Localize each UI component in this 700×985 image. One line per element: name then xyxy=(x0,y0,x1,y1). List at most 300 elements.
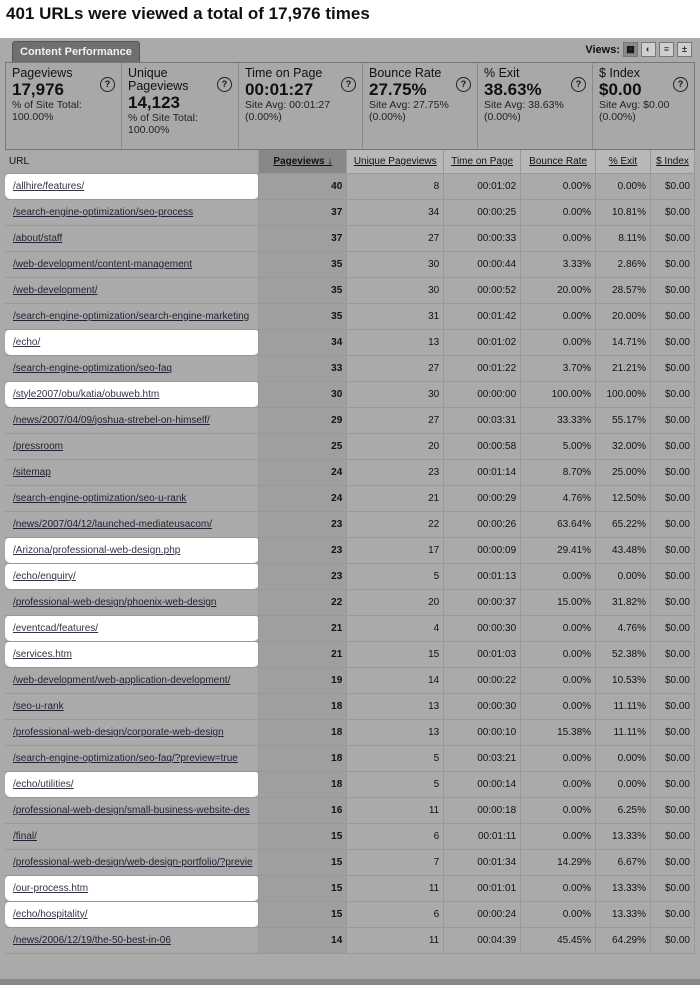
index-cell: $0.00 xyxy=(650,381,694,407)
table-row xyxy=(5,927,695,953)
bounce-rate-cell: 14.29% xyxy=(521,849,596,875)
column-header-pageviews[interactable]: Pageviews ↓ xyxy=(259,150,347,173)
index-cell: $0.00 xyxy=(650,589,694,615)
column-header-exit[interactable]: % Exit xyxy=(596,150,651,173)
bounce-rate-cell: 0.00% xyxy=(521,823,596,849)
table-row xyxy=(5,797,695,823)
index-cell: $0.00 xyxy=(650,771,694,797)
unique-pageviews-cell: 23 xyxy=(347,459,444,485)
url-link[interactable]: /services.htm xyxy=(13,648,72,660)
unique-pageviews-cell: 11 xyxy=(347,797,444,823)
index-cell: $0.00 xyxy=(650,303,694,329)
url-link[interactable]: /professional-web-design/phoenix-web-design xyxy=(13,596,217,608)
table-row xyxy=(5,199,695,225)
pageviews-cell: 37 xyxy=(259,225,347,251)
exit-cell: 13.33% xyxy=(596,823,651,849)
time-on-page-cell: 00:00:10 xyxy=(444,719,521,745)
exit-cell: 8.11% xyxy=(596,225,651,251)
table-row xyxy=(5,693,695,719)
bounce-rate-cell: 0.00% xyxy=(521,199,596,225)
url-cell xyxy=(5,875,259,901)
time-on-page-cell: 00:01:42 xyxy=(444,303,521,329)
url-cell xyxy=(5,849,259,875)
exit-cell: 20.00% xyxy=(596,303,651,329)
time-on-page-cell: 00:00:18 xyxy=(444,797,521,823)
pageviews-cell: 35 xyxy=(259,251,347,277)
bounce-rate-cell: 8.70% xyxy=(521,459,596,485)
unique-pageviews-cell: 20 xyxy=(347,433,444,459)
table-row xyxy=(5,563,695,589)
bounce-rate-cell: 3.70% xyxy=(521,355,596,381)
bounce-rate-cell: 63.64% xyxy=(521,511,596,537)
index-cell: $0.00 xyxy=(650,459,694,485)
time-on-page-cell: 00:01:02 xyxy=(444,329,521,355)
url-link[interactable]: /web-development/content-management xyxy=(13,258,192,270)
help-icon[interactable]: ? xyxy=(571,77,586,92)
bounce-rate-cell: 0.00% xyxy=(521,225,596,251)
exit-cell: 43.48% xyxy=(596,537,651,563)
bounce-rate-cell: 33.33% xyxy=(521,407,596,433)
pageviews-cell: 15 xyxy=(259,823,347,849)
index-cell: $0.00 xyxy=(650,901,694,927)
url-link[interactable]: /web-development/ xyxy=(13,284,98,296)
url-cell xyxy=(5,381,259,407)
url-cell xyxy=(5,615,259,641)
pageviews-cell: 25 xyxy=(259,433,347,459)
url-link[interactable]: /search-engine-optimization/seo-u-rank xyxy=(13,492,187,504)
url-cell xyxy=(5,199,259,225)
time-on-page-cell: 00:00:58 xyxy=(444,433,521,459)
unique-pageviews-cell: 13 xyxy=(347,693,444,719)
pageviews-cell: 16 xyxy=(259,797,347,823)
exit-cell: 21.21% xyxy=(596,355,651,381)
url-cell xyxy=(5,693,259,719)
pageviews-cell: 29 xyxy=(259,407,347,433)
index-cell: $0.00 xyxy=(650,927,694,953)
exit-cell: 100.00% xyxy=(596,381,651,407)
pageviews-cell: 33 xyxy=(259,355,347,381)
unique-pageviews-cell: 22 xyxy=(347,511,444,537)
exit-cell: 13.33% xyxy=(596,875,651,901)
exit-cell: 0.00% xyxy=(596,771,651,797)
time-on-page-cell: 00:00:44 xyxy=(444,251,521,277)
time-on-page-cell: 00:00:26 xyxy=(444,511,521,537)
time-on-page-cell: 00:01:34 xyxy=(444,849,521,875)
url-link[interactable]: /allhire/features/ xyxy=(13,180,85,192)
index-cell: $0.00 xyxy=(650,355,694,381)
bar-view-icon[interactable]: ≡ xyxy=(659,42,674,57)
pageviews-cell: 14 xyxy=(259,927,347,953)
time-on-page-cell: 00:00:30 xyxy=(444,693,521,719)
url-cell xyxy=(5,303,259,329)
exit-cell: 64.29% xyxy=(596,927,651,953)
url-cell xyxy=(5,927,259,953)
unique-pageviews-cell: 13 xyxy=(347,329,444,355)
url-link[interactable]: /news/2007/04/09/joshua-strebel-on-himself/ xyxy=(13,414,210,426)
pageviews-cell: 18 xyxy=(259,745,347,771)
unique-pageviews-cell: 5 xyxy=(347,563,444,589)
pie-view-icon[interactable]: ◐ xyxy=(641,42,656,57)
url-cell xyxy=(5,641,259,667)
index-cell: $0.00 xyxy=(650,173,694,199)
exit-cell: 55.17% xyxy=(596,407,651,433)
bounce-rate-cell: 0.00% xyxy=(521,875,596,901)
exit-cell: 0.00% xyxy=(596,563,651,589)
time-on-page-cell: 00:01:13 xyxy=(444,563,521,589)
table-row xyxy=(5,537,695,563)
pageviews-cell: 18 xyxy=(259,771,347,797)
exit-cell: 11.11% xyxy=(596,693,651,719)
unique-pageviews-cell: 6 xyxy=(347,901,444,927)
unique-pageviews-cell: 27 xyxy=(347,407,444,433)
pageviews-cell: 22 xyxy=(259,589,347,615)
unique-pageviews-cell: 11 xyxy=(347,875,444,901)
unique-pageviews-cell: 20 xyxy=(347,589,444,615)
table-row xyxy=(5,641,695,667)
url-link[interactable]: /professional-web-design/small-business-website-des xyxy=(13,804,250,816)
time-on-page-cell: 00:00:14 xyxy=(444,771,521,797)
index-cell: $0.00 xyxy=(650,615,694,641)
table-row xyxy=(5,511,695,537)
url-cell xyxy=(5,277,259,303)
time-on-page-cell: 00:00:22 xyxy=(444,667,521,693)
bounce-rate-cell: 4.76% xyxy=(521,485,596,511)
bounce-rate-cell: 0.00% xyxy=(521,745,596,771)
index-cell: $0.00 xyxy=(650,797,694,823)
time-on-page-cell: 00:00:37 xyxy=(444,589,521,615)
url-cell xyxy=(5,173,259,199)
url-cell xyxy=(5,901,259,927)
time-on-page-cell: 00:00:30 xyxy=(444,615,521,641)
url-link[interactable]: /about/staff xyxy=(13,232,63,244)
unique-pageviews-cell: 21 xyxy=(347,485,444,511)
bounce-rate-cell: 0.00% xyxy=(521,901,596,927)
url-link[interactable]: /web-development/web-application-development/ xyxy=(13,674,231,686)
table-row xyxy=(5,771,695,797)
url-link[interactable]: /echo/enquiry/ xyxy=(13,570,76,582)
pageviews-cell: 21 xyxy=(259,641,347,667)
url-link[interactable]: /search-engine-optimization/seo-faq/?preview=true xyxy=(13,752,238,764)
time-on-page-cell: 00:00:24 xyxy=(444,901,521,927)
bounce-rate-cell: 45.45% xyxy=(521,927,596,953)
url-cell xyxy=(5,433,259,459)
url-cell xyxy=(5,355,259,381)
bounce-rate-cell: 0.00% xyxy=(521,797,596,823)
metric-time-on-page: Time on Page 00:01:27 Site Avg: 00:01:27 (0.00%) ? xyxy=(239,63,363,149)
url-link[interactable]: /pressroom xyxy=(13,440,64,452)
exit-cell: 4.76% xyxy=(596,615,651,641)
bounce-rate-cell: 15.38% xyxy=(521,719,596,745)
unique-pageviews-cell: 30 xyxy=(347,277,444,303)
pageviews-cell: 24 xyxy=(259,459,347,485)
pageviews-cell: 18 xyxy=(259,693,347,719)
url-cell xyxy=(5,771,259,797)
table-row xyxy=(5,901,695,927)
table-row xyxy=(5,823,695,849)
table-row xyxy=(5,173,695,199)
unique-pageviews-cell: 5 xyxy=(347,745,444,771)
index-cell: $0.00 xyxy=(650,823,694,849)
url-link[interactable]: /search-engine-optimization/search-engine-marketing xyxy=(13,310,250,322)
url-link[interactable]: /search-engine-optimization/seo-process xyxy=(13,206,194,218)
time-on-page-cell: 00:01:14 xyxy=(444,459,521,485)
time-on-page-cell: 00:01:11 xyxy=(444,823,521,849)
table-row xyxy=(5,719,695,745)
help-icon[interactable]: ? xyxy=(217,77,232,92)
table-view-icon[interactable]: ▦ xyxy=(623,42,638,57)
index-cell: $0.00 xyxy=(650,407,694,433)
unique-pageviews-cell: 5 xyxy=(347,771,444,797)
exit-cell: 10.53% xyxy=(596,667,651,693)
exit-cell: 31.82% xyxy=(596,589,651,615)
index-cell: $0.00 xyxy=(650,199,694,225)
metric-dollar-index: $ Index $0.00 Site Avg: $0.00 (0.00%) ? xyxy=(593,63,694,149)
bounce-rate-cell: 0.00% xyxy=(521,641,596,667)
index-cell: $0.00 xyxy=(650,745,694,771)
exit-cell: 11.11% xyxy=(596,719,651,745)
url-link[interactable]: /echo/hospitality/ xyxy=(13,908,88,920)
column-header-bounce-rate[interactable]: Bounce Rate xyxy=(521,150,596,173)
url-cell xyxy=(5,329,259,355)
exit-cell: 28.57% xyxy=(596,277,651,303)
exit-cell: 32.00% xyxy=(596,433,651,459)
url-cell xyxy=(5,251,259,277)
pageviews-cell: 35 xyxy=(259,277,347,303)
unique-pageviews-cell: 27 xyxy=(347,355,444,381)
url-cell xyxy=(5,459,259,485)
unique-pageviews-cell: 11 xyxy=(347,927,444,953)
help-icon[interactable]: ? xyxy=(341,77,356,92)
url-cell xyxy=(5,823,259,849)
summary-metrics xyxy=(5,62,695,150)
exit-cell: 10.81% xyxy=(596,199,651,225)
bounce-rate-cell: 100.00% xyxy=(521,381,596,407)
exit-cell: 0.00% xyxy=(596,745,651,771)
url-cell xyxy=(5,563,259,589)
pageviews-cell: 21 xyxy=(259,615,347,641)
table-row xyxy=(5,355,695,381)
index-cell: $0.00 xyxy=(650,641,694,667)
bounce-rate-cell: 15.00% xyxy=(521,589,596,615)
table-row xyxy=(5,303,695,329)
table-row xyxy=(5,433,695,459)
pageviews-cell: 19 xyxy=(259,667,347,693)
bounce-rate-cell: 0.00% xyxy=(521,173,596,199)
unique-pageviews-cell: 17 xyxy=(347,537,444,563)
unique-pageviews-cell: 8 xyxy=(347,173,444,199)
tab-bar xyxy=(0,38,700,62)
unique-pageviews-cell: 13 xyxy=(347,719,444,745)
unique-pageviews-cell: 31 xyxy=(347,303,444,329)
pageviews-cell: 23 xyxy=(259,537,347,563)
metric-exit: % Exit 38.63% Site Avg: 38.63% (0.00%) ? xyxy=(478,63,593,149)
url-cell xyxy=(5,797,259,823)
url-cell xyxy=(5,511,259,537)
index-cell: $0.00 xyxy=(650,485,694,511)
table-row xyxy=(5,407,695,433)
table-row xyxy=(5,381,695,407)
time-on-page-cell: 00:04:39 xyxy=(444,927,521,953)
exit-cell: 6.67% xyxy=(596,849,651,875)
exit-cell: 25.00% xyxy=(596,459,651,485)
pageviews-cell: 40 xyxy=(259,173,347,199)
bounce-rate-cell: 5.00% xyxy=(521,433,596,459)
url-cell xyxy=(5,745,259,771)
pageviews-cell: 15 xyxy=(259,875,347,901)
tab-content-performance[interactable]: Content Performance xyxy=(12,41,140,62)
url-link[interactable]: /professional-web-design/web-design-portfolio/?previe xyxy=(13,856,253,868)
time-on-page-cell: 00:01:01 xyxy=(444,875,521,901)
url-link[interactable]: /Arizona/professional-web-design.php xyxy=(13,544,181,556)
comparison-view-icon[interactable]: ± xyxy=(677,42,692,57)
unique-pageviews-cell: 7 xyxy=(347,849,444,875)
time-on-page-cell: 00:00:09 xyxy=(444,537,521,563)
pageviews-cell: 35 xyxy=(259,303,347,329)
table-row xyxy=(5,745,695,771)
index-cell: $0.00 xyxy=(650,329,694,355)
time-on-page-cell: 00:00:52 xyxy=(444,277,521,303)
index-cell: $0.00 xyxy=(650,277,694,303)
time-on-page-cell: 00:03:31 xyxy=(444,407,521,433)
index-cell: $0.00 xyxy=(650,849,694,875)
url-cell xyxy=(5,589,259,615)
column-header-unique-pageviews[interactable]: Unique Pageviews xyxy=(347,150,444,173)
column-header-url: URL xyxy=(5,150,259,173)
exit-cell: 2.86% xyxy=(596,251,651,277)
time-on-page-cell: 00:01:02 xyxy=(444,173,521,199)
bounce-rate-cell: 0.00% xyxy=(521,693,596,719)
help-icon[interactable]: ? xyxy=(456,77,471,92)
table-row xyxy=(5,615,695,641)
index-cell: $0.00 xyxy=(650,719,694,745)
metric-pageviews: Pageviews 17,976 % of Site Total: 100.00% ? xyxy=(6,63,122,149)
table-row xyxy=(5,875,695,901)
url-link[interactable]: /seo-u-rank xyxy=(13,700,64,712)
url-cell xyxy=(5,667,259,693)
bounce-rate-cell: 3.33% xyxy=(521,251,596,277)
url-link[interactable]: /echo/ xyxy=(13,336,41,348)
pageviews-cell: 34 xyxy=(259,329,347,355)
index-cell: $0.00 xyxy=(650,667,694,693)
views-switcher xyxy=(585,42,692,57)
unique-pageviews-cell: 30 xyxy=(347,381,444,407)
views-label: Views: xyxy=(585,43,620,56)
table-row xyxy=(5,251,695,277)
url-link[interactable]: /news/2006/12/19/the-50-best-in-06 xyxy=(13,934,171,946)
help-icon[interactable]: ? xyxy=(100,77,115,92)
exit-cell: 52.38% xyxy=(596,641,651,667)
index-cell: $0.00 xyxy=(650,225,694,251)
table-row xyxy=(5,849,695,875)
bounce-rate-cell: 0.00% xyxy=(521,563,596,589)
time-on-page-cell: 00:01:03 xyxy=(444,641,521,667)
table-row xyxy=(5,589,695,615)
url-link[interactable]: /echo/utilities/ xyxy=(13,778,74,790)
metric-unique-pageviews: Unique Pageviews 14,123 % of Site Total: 100.00% ? xyxy=(122,63,239,149)
url-cell xyxy=(5,225,259,251)
url-link[interactable]: /our-process.htm xyxy=(13,882,89,894)
index-cell: $0.00 xyxy=(650,251,694,277)
exit-cell: 6.25% xyxy=(596,797,651,823)
bounce-rate-cell: 29.41% xyxy=(521,537,596,563)
pageviews-cell: 30 xyxy=(259,381,347,407)
url-link[interactable]: /sitemap xyxy=(13,466,51,478)
index-cell: $0.00 xyxy=(650,433,694,459)
url-cell xyxy=(5,485,259,511)
time-on-page-cell: 00:00:25 xyxy=(444,199,521,225)
table-row xyxy=(5,485,695,511)
unique-pageviews-cell: 27 xyxy=(347,225,444,251)
url-cell xyxy=(5,407,259,433)
unique-pageviews-cell: 15 xyxy=(347,641,444,667)
time-on-page-cell: 00:03:21 xyxy=(444,745,521,771)
pageviews-cell: 37 xyxy=(259,199,347,225)
pageviews-cell: 23 xyxy=(259,563,347,589)
column-header-index[interactable]: $ Index xyxy=(650,150,694,173)
bounce-rate-cell: 0.00% xyxy=(521,615,596,641)
time-on-page-cell: 00:00:00 xyxy=(444,381,521,407)
bounce-rate-cell: 0.00% xyxy=(521,303,596,329)
time-on-page-cell: 00:00:29 xyxy=(444,485,521,511)
table-row xyxy=(5,667,695,693)
url-link[interactable]: /news/2007/04/12/launched-mediateusacom/ xyxy=(13,518,213,530)
pageviews-cell: 15 xyxy=(259,849,347,875)
unique-pageviews-cell: 14 xyxy=(347,667,444,693)
unique-pageviews-cell: 4 xyxy=(347,615,444,641)
column-header-time-on-page[interactable]: Time on Page xyxy=(444,150,521,173)
content-table xyxy=(5,150,695,954)
help-icon[interactable]: ? xyxy=(673,77,688,92)
index-cell: $0.00 xyxy=(650,693,694,719)
index-cell: $0.00 xyxy=(650,511,694,537)
table-row xyxy=(5,459,695,485)
table-row xyxy=(5,277,695,303)
pageviews-cell: 23 xyxy=(259,511,347,537)
index-cell: $0.00 xyxy=(650,875,694,901)
url-link[interactable]: /professional-web-design/corporate-web-design xyxy=(13,726,224,738)
pageviews-cell: 24 xyxy=(259,485,347,511)
table-row xyxy=(5,225,695,251)
page-headline: 401 URLs were viewed a total of 17,976 times xyxy=(0,0,700,38)
unique-pageviews-cell: 6 xyxy=(347,823,444,849)
url-link[interactable]: /style2007/obu/katia/obuweb.htm xyxy=(13,388,160,400)
exit-cell: 0.00% xyxy=(596,173,651,199)
exit-cell: 13.33% xyxy=(596,901,651,927)
time-on-page-cell: 00:00:33 xyxy=(444,225,521,251)
unique-pageviews-cell: 30 xyxy=(347,251,444,277)
url-link[interactable]: /search-engine-optimization/seo-faq xyxy=(13,362,172,374)
exit-cell: 12.50% xyxy=(596,485,651,511)
table-row xyxy=(5,329,695,355)
table-header xyxy=(5,150,695,173)
exit-cell: 14.71% xyxy=(596,329,651,355)
unique-pageviews-cell: 34 xyxy=(347,199,444,225)
time-on-page-cell: 00:01:22 xyxy=(444,355,521,381)
exit-cell: 65.22% xyxy=(596,511,651,537)
url-cell xyxy=(5,719,259,745)
bounce-rate-cell: 0.00% xyxy=(521,771,596,797)
pageviews-cell: 15 xyxy=(259,901,347,927)
url-cell xyxy=(5,537,259,563)
index-cell: $0.00 xyxy=(650,537,694,563)
pagination-bar xyxy=(0,979,700,985)
bounce-rate-cell: 0.00% xyxy=(521,329,596,355)
index-cell: $0.00 xyxy=(650,563,694,589)
url-link[interactable]: /eventcad/features/ xyxy=(13,622,99,634)
bounce-rate-cell: 20.00% xyxy=(521,277,596,303)
url-link[interactable]: /final/ xyxy=(13,830,37,842)
metric-bounce-rate: Bounce Rate 27.75% Site Avg: 27.75% (0.00%) ? xyxy=(363,63,478,149)
